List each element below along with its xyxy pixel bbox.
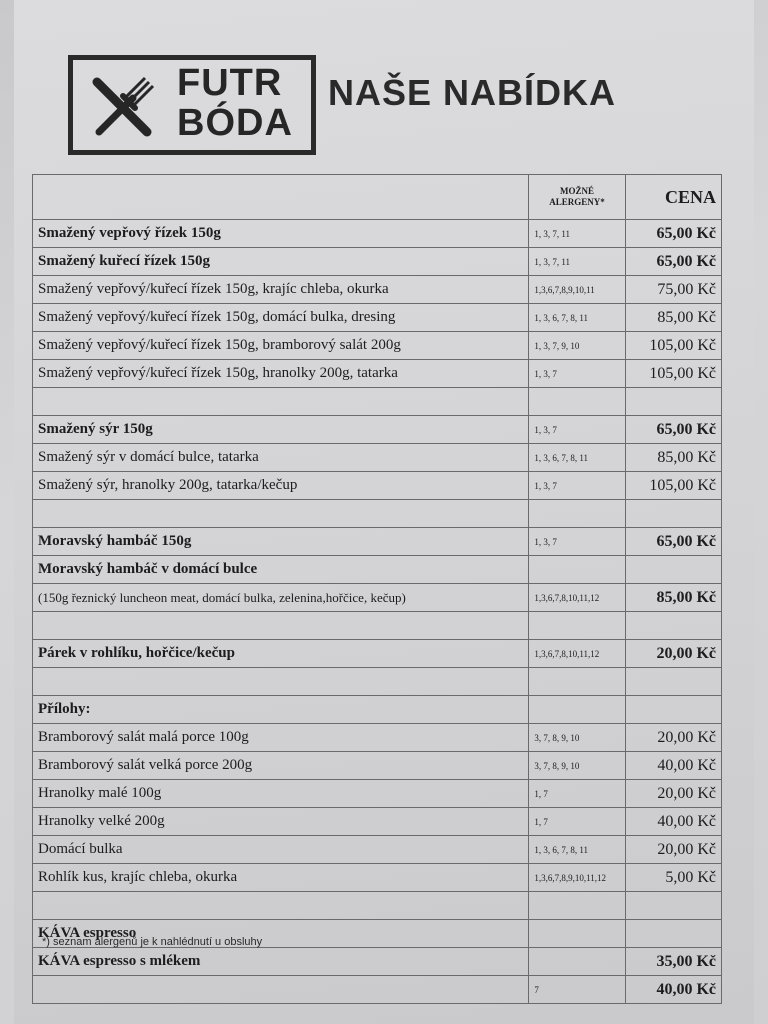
item-allergens: 1, 3, 7, 11: [529, 220, 625, 248]
item-price: 75,00 Kč: [625, 276, 721, 304]
table-row: [33, 304, 722, 332]
table-row: [33, 388, 722, 416]
item-name: Smažený vepřový/kuřecí řízek 150g, domácí bulka, dresing: [33, 304, 529, 332]
item-price: 20,00 Kč: [625, 724, 721, 752]
item-price: 35,00 Kč: [625, 948, 721, 976]
table-row: [33, 696, 722, 724]
item-price: 105,00 Kč: [625, 472, 721, 500]
item-name: Bramborový salát malá porce 100g: [33, 724, 529, 752]
item-price: 85,00 Kč: [625, 444, 721, 472]
item-price: [625, 556, 721, 584]
item-name: [33, 612, 529, 640]
item-allergens: [529, 948, 625, 976]
item-name: Rohlík kus, krajíc chleba, okurka: [33, 864, 529, 892]
table-row: [33, 724, 722, 752]
table-row: [33, 500, 722, 528]
table-row: [33, 416, 722, 444]
item-allergens: [529, 668, 625, 696]
item-price: 65,00 Kč: [625, 248, 721, 276]
item-name: Hranolky malé 100g: [33, 780, 529, 808]
item-price: [625, 668, 721, 696]
item-name: Domácí bulka: [33, 836, 529, 864]
header-allergens: [529, 175, 625, 220]
table-row: [33, 276, 722, 304]
item-allergens: 1, 3, 6, 7, 8, 11: [529, 304, 625, 332]
item-name: [33, 892, 529, 920]
table-row: [33, 948, 722, 976]
item-allergens: [529, 556, 625, 584]
item-allergens: 1,3,6,7,8,9,10,11,12: [529, 864, 625, 892]
item-allergens: 7: [529, 976, 625, 1004]
table-row: [33, 528, 722, 556]
item-allergens: 1,3,6,7,8,9,10,11: [529, 276, 625, 304]
item-name: Smažený kuřecí řízek 150g: [33, 248, 529, 276]
table-row: [33, 360, 722, 388]
item-name: Smažený sýr v domácí bulce, tatarka: [33, 444, 529, 472]
item-name: Smažený sýr 150g: [33, 416, 529, 444]
item-price: [625, 388, 721, 416]
table-row: [33, 332, 722, 360]
logo-text-line2: BÓDA: [177, 102, 293, 144]
item-allergens: 1, 7: [529, 780, 625, 808]
item-name: [33, 668, 529, 696]
table-row: [33, 668, 722, 696]
item-allergens: [529, 388, 625, 416]
table-row: [33, 752, 722, 780]
item-allergens: [529, 696, 625, 724]
table-row: [33, 248, 722, 276]
item-price: 20,00 Kč: [625, 836, 721, 864]
table-header-row: [33, 175, 722, 220]
menu-table: [32, 174, 722, 1004]
item-name: [33, 500, 529, 528]
item-allergens: 1, 3, 7, 11: [529, 248, 625, 276]
item-price: 40,00 Kč: [625, 808, 721, 836]
item-price: 5,00 Kč: [625, 864, 721, 892]
logo: [68, 55, 316, 155]
item-price: 65,00 Kč: [625, 528, 721, 556]
logo-text-line1: FUTR: [177, 62, 283, 104]
item-name: KÁVA espresso s mlékem: [33, 948, 529, 976]
item-name: Smažený vepřový/kuřecí řízek 150g, hranolky 200g, tatarka: [33, 360, 529, 388]
item-name: [33, 976, 529, 1004]
item-price: 40,00 Kč: [625, 976, 721, 1004]
item-name: Přílohy:: [33, 696, 529, 724]
item-name: [33, 388, 529, 416]
item-price: 40,00 Kč: [625, 752, 721, 780]
table-row: [33, 472, 722, 500]
item-price: 65,00 Kč: [625, 416, 721, 444]
item-price: [625, 500, 721, 528]
item-allergens: 1,3,6,7,8,10,11,12: [529, 584, 625, 612]
item-name: Hranolky velké 200g: [33, 808, 529, 836]
item-allergens: 1, 3, 6, 7, 8, 11: [529, 444, 625, 472]
item-price: 65,00 Kč: [625, 220, 721, 248]
item-allergens: [529, 500, 625, 528]
table-row: [33, 836, 722, 864]
item-price: [625, 892, 721, 920]
table-row: [33, 976, 722, 1004]
menu-body: [33, 220, 722, 1004]
header-name-cell: [33, 175, 529, 220]
item-allergens: 3, 7, 8, 9, 10: [529, 724, 625, 752]
table-row: [33, 808, 722, 836]
table-row: [33, 556, 722, 584]
item-name: Smažený sýr, hranolky 200g, tatarka/kečup: [33, 472, 529, 500]
item-price: 105,00 Kč: [625, 360, 721, 388]
item-name: Smažený vepřový řízek 150g: [33, 220, 529, 248]
item-allergens: 1, 3, 7, 9, 10: [529, 332, 625, 360]
table-row: [33, 444, 722, 472]
item-allergens: [529, 920, 625, 948]
item-name: Bramborový salát velká porce 200g: [33, 752, 529, 780]
item-price: 85,00 Kč: [625, 584, 721, 612]
table-row: [33, 864, 722, 892]
item-allergens: 1, 3, 7: [529, 360, 625, 388]
page-title: NAŠE NABÍDKA: [328, 72, 617, 113]
item-price: 20,00 Kč: [625, 780, 721, 808]
table-row: [33, 892, 722, 920]
item-name: Smažený vepřový/kuřecí řízek 150g, bramborový salát 200g: [33, 332, 529, 360]
header-price: CENA: [625, 175, 721, 220]
item-name: KÁVA espresso: [33, 920, 529, 948]
item-price: [625, 612, 721, 640]
item-price: [625, 920, 721, 948]
table-row: [33, 612, 722, 640]
header-allergens-line2: ALERGENY*: [549, 197, 605, 207]
item-price: 105,00 Kč: [625, 332, 721, 360]
item-allergens: 1, 3, 7: [529, 416, 625, 444]
item-allergens: 1, 3, 7: [529, 528, 625, 556]
item-name: (150g řeznický luncheon meat, domácí bulka, zelenina,hořčice, kečup): [33, 584, 529, 612]
item-allergens: 1, 3, 7: [529, 472, 625, 500]
item-name: Moravský hambáč 150g: [33, 528, 529, 556]
item-allergens: 3, 7, 8, 9, 10: [529, 752, 625, 780]
item-price: 85,00 Kč: [625, 304, 721, 332]
item-name: Smažený vepřový/kuřecí řízek 150g, krajíc chleba, okurka: [33, 276, 529, 304]
table-row: [33, 584, 722, 612]
item-price: 20,00 Kč: [625, 640, 721, 668]
item-allergens: 1, 7: [529, 808, 625, 836]
item-allergens: 1,3,6,7,8,10,11,12: [529, 640, 625, 668]
item-allergens: [529, 612, 625, 640]
item-allergens: 1, 3, 6, 7, 8, 11: [529, 836, 625, 864]
header-allergens-line1: MOŽNÉ: [559, 186, 594, 196]
item-name: Moravský hambáč v domácí bulce: [33, 556, 529, 584]
allergen-footnote: *) seznam alergenů je k nahlédnutí u obsluhy: [42, 936, 263, 948]
item-name: Párek v rohlíku, hořčice/kečup: [33, 640, 529, 668]
item-allergens: [529, 892, 625, 920]
table-row: [33, 780, 722, 808]
fork-knife-icon: [89, 76, 157, 138]
table-row: [33, 220, 722, 248]
table-row: [33, 640, 722, 668]
item-price: [625, 696, 721, 724]
